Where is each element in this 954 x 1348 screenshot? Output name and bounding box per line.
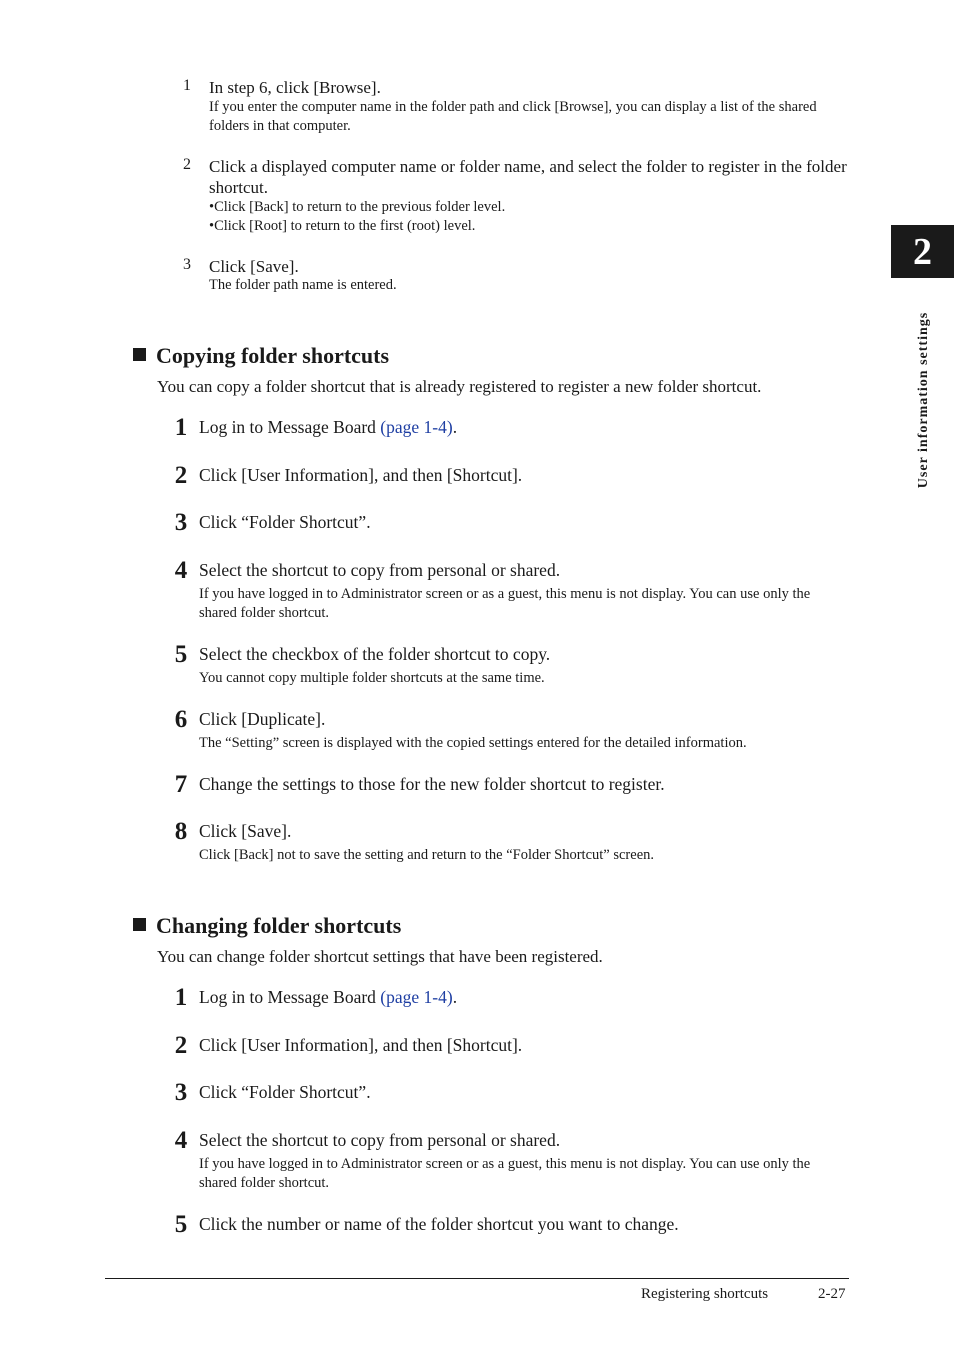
step-note: You cannot copy multiple folder shortcuts at the same time. xyxy=(199,670,545,686)
step-note: If you have logged in to Administrator screen or as a guest, this menu is not display. You can use only the shared folder shortcut. xyxy=(199,586,811,621)
step-number: 1 xyxy=(174,984,188,1011)
step-number: 7 xyxy=(174,771,188,798)
substep-number: 1 xyxy=(183,77,191,94)
step-text: Click [Duplicate]. xyxy=(199,709,326,729)
step-text: Log in to Message Board (page 1-4). xyxy=(199,417,458,437)
step-number: 8 xyxy=(174,818,188,845)
step-number: 2 xyxy=(174,462,188,489)
step-text: Click “Folder Shortcut”. xyxy=(199,512,371,532)
substep-text: In step 6, click [Browse]. xyxy=(209,78,381,97)
substep-text: Click [Save]. xyxy=(209,257,299,276)
chapter-side-label: User information settings xyxy=(916,311,931,489)
step-text: Click [Save]. xyxy=(199,821,292,841)
page-number: 2-27 xyxy=(818,1286,846,1302)
step-note: The “Setting” screen is displayed with the copied settings entered for the detailed information. xyxy=(199,735,747,751)
step-number: 4 xyxy=(174,557,188,584)
step-number: 3 xyxy=(174,509,188,536)
step-number: 5 xyxy=(174,1211,188,1238)
substep-note: •Click [Back] to return to the previous folder level. xyxy=(209,199,506,215)
section-heading-changing xyxy=(133,913,401,939)
step-text: Click “Folder Shortcut”. xyxy=(199,1082,371,1102)
step-note: If you have logged in to Administrator screen or as a guest, this menu is not display. You can use only the shared folder shortcut. xyxy=(199,1156,811,1191)
step-number: 3 xyxy=(174,1079,188,1106)
chapter-tab: 2 xyxy=(891,225,954,278)
substep-text: Click a displayed computer name or folder name, and select the folder to register in the folder shortcut. xyxy=(209,157,847,197)
step-number: 4 xyxy=(174,1127,188,1154)
page-link[interactable]: (page 1-4) xyxy=(380,417,453,437)
step-text: Click [User Information], and then [Shortcut]. xyxy=(199,1035,523,1055)
step-text: Log in to Message Board (page 1-4). xyxy=(199,987,458,1007)
step-number: 2 xyxy=(174,1032,188,1059)
footer-section-title: Registering shortcuts xyxy=(641,1286,769,1302)
section-intro: You can change folder shortcut settings that have been registered. xyxy=(157,947,603,966)
step-number: 1 xyxy=(174,414,188,441)
substep-note: •Click [Root] to return to the first (root) level. xyxy=(209,218,476,234)
section-heading-copying xyxy=(133,343,389,369)
substep-number: 3 xyxy=(183,256,191,273)
page-link[interactable]: (page 1-4) xyxy=(380,987,453,1007)
step-text: Select the checkbox of the folder shortcut to copy. xyxy=(199,644,551,664)
heading-text: Copying folder shortcuts xyxy=(156,343,390,368)
substep-note: If you enter the computer name in the folder path and click [Browse], you can display a list of the shared folders in that computer. xyxy=(209,99,817,134)
step-number: 5 xyxy=(174,641,188,668)
substep-note: The folder path name is entered. xyxy=(209,277,397,293)
section-intro: You can copy a folder shortcut that is already registered to register a new folder shortcut. xyxy=(157,377,762,396)
substep-number: 2 xyxy=(183,156,191,173)
heading-text: Changing folder shortcuts xyxy=(156,913,402,938)
step-note: Click [Back] not to save the setting and return to the “Folder Shortcut” screen. xyxy=(199,847,655,863)
step-text: Change the settings to those for the new folder shortcut to register. xyxy=(199,774,665,794)
step-text: Click the number or name of the folder shortcut you want to change. xyxy=(199,1214,679,1234)
step-number: 6 xyxy=(174,706,188,733)
step-text: Click [User Information], and then [Shortcut]. xyxy=(199,465,523,485)
step-text: Select the shortcut to copy from personal or shared. xyxy=(199,560,561,580)
square-bullet-icon xyxy=(133,348,146,361)
footer-divider xyxy=(105,1278,849,1279)
square-bullet-icon xyxy=(133,918,146,931)
step-text: Select the shortcut to copy from personal or shared. xyxy=(199,1130,561,1150)
